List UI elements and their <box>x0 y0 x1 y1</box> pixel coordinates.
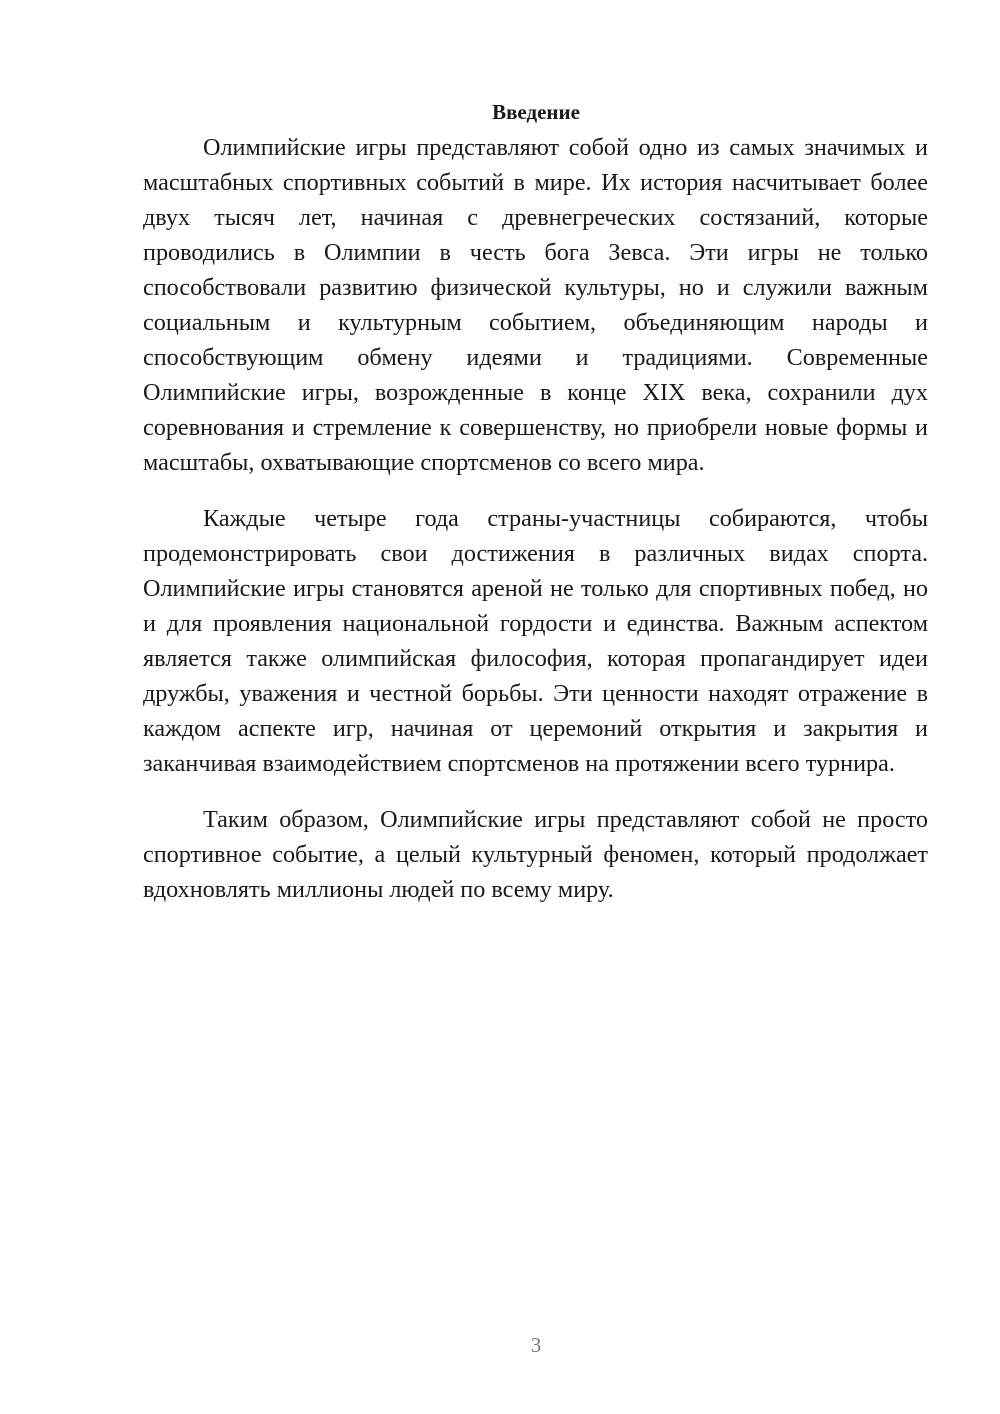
page-content <box>143 96 928 907</box>
paragraph-2: Каждые четыре года страны-участницы собираются, чтобы продемонстрировать свои достижения в различных видах спорта. Олимпийские игры становятся ареной не только для спортивных побед, но и для проявления национальной гордости и единства. Важным аспектом является также олимпийская философия, которая пропагандирует идеи дружбы, уважения и честной борьбы. Эти ценности находят отражение в каждом аспекте игр, начиная от церемоний открытия и закрытия и заканчивая взаимодействием спортсменов на протяжении всего турнира. <box>143 505 928 777</box>
paragraph-3: Таким образом, Олимпийские игры представляют собой не просто спортивное событие, а целый культурный феномен, который продолжает вдохновлять миллионы людей по всему миру. <box>143 806 928 903</box>
page-number: 3 <box>530 1333 542 1357</box>
section-title: Введение <box>492 100 580 124</box>
paragraph-1: Олимпийские игры представляют собой одно из самых значимых и масштабных спортивных событий в мире. Их история насчитывает более двух тысяч лет, начиная с древнегреческих состязаний, которые проводились в Олимпии в честь бога Зевса. Эти игры не только способствовали развитию физической культуры, но и служили важным социальным и культурным событием, объединяющим народы и способствующим обмену идеями и традициями. Современные Олимпийские игры, возрожденные в конце XIX века, сохранили дух соревнования и стремление к совершенству, но приобрели новые формы и масштабы, охватывающие спортсменов со всего мира. <box>143 134 928 476</box>
